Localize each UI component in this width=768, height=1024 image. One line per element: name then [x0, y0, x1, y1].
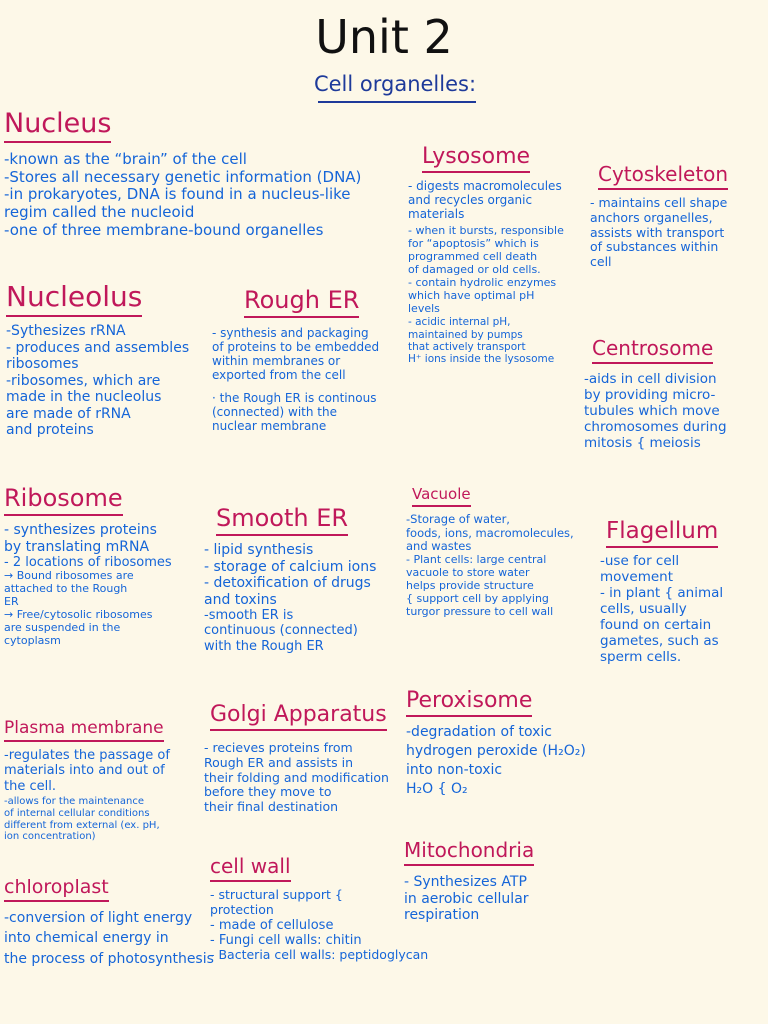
heading-centrosome: Centrosome — [592, 336, 713, 364]
section-lysosome — [408, 144, 598, 366]
note: -in prokaryotes, DNA is found in a nucleus-like regim called the nucleoid — [4, 185, 351, 222]
note: → Bound ribosomes are attached to the Rough ER — [4, 569, 134, 609]
note: - synthesis and packaging of proteins to be embedded within membranes or exported from the cell — [212, 326, 380, 383]
note: -Stores all necessary genetic information (DNA) — [4, 167, 362, 186]
page-subtitle: Cell organelles: — [313, 72, 477, 96]
notes-flagellum — [600, 554, 766, 665]
note: - lipid synthesis — [204, 542, 314, 558]
section-vacuole — [406, 484, 602, 619]
note: - recieves proteins from Rough ER and assists in their folding and modification before they move to their final destination — [204, 740, 389, 814]
notes-smooth-er — [204, 542, 414, 654]
section-ribosome — [4, 484, 209, 648]
section-plasma-membrane — [4, 718, 204, 843]
note: · the Rough ER is continous (connected) with the nuclear membrane — [212, 390, 377, 433]
notes-centrosome — [584, 372, 766, 452]
note: -Storage of water, foods, ions, macromolecules, and wastes — [406, 512, 574, 554]
notes-mitochondria — [404, 874, 604, 924]
note: -known as the “brain” of the cell — [4, 150, 247, 168]
section-flagellum — [600, 518, 766, 665]
heading-peroxisome: Peroxisome — [406, 688, 532, 717]
notes-nucleus — [4, 151, 414, 239]
note: - maintains cell shape anchors organelles, assists with transport of substances within cell — [590, 195, 728, 269]
notes-cytoskeleton — [590, 196, 766, 270]
note: - in plant { animal cells, usually found on certain gametes, such as sperm cells. — [600, 584, 724, 665]
notes-chloroplast — [4, 908, 224, 969]
note: - Fungi cell walls: chitin — [210, 932, 362, 948]
heading-plasma-membrane: Plasma membrane — [4, 718, 164, 742]
section-nucleus — [4, 108, 414, 239]
note: -regulates the passage of materials into and out of the cell. — [4, 748, 170, 794]
heading-chloroplast: chloroplast — [4, 876, 109, 902]
note: - Bacteria cell walls: peptidoglycan — [210, 947, 429, 963]
note: - Plant cells: large central vacuole to store water helps provide structure { support cell by applying turgor pressure to cell wall — [406, 552, 554, 618]
note: -Sythesizes rRNA — [6, 323, 126, 339]
note: - made of cellulose — [210, 917, 334, 933]
section-smooth-er — [204, 504, 414, 654]
note: - detoxification of drugs and toxins — [204, 575, 371, 608]
note: - acidic internal pH, maintained by pumps that actively transport H⁺ ions inside the lysosome — [408, 316, 555, 366]
notes-plasma-membrane — [4, 748, 204, 843]
heading-golgi-apparatus: Golgi Apparatus — [210, 702, 387, 731]
note: - 2 locations of ribosomes — [4, 555, 172, 571]
note: -one of three membrane-bound organelles — [4, 220, 324, 239]
note: -degradation of toxic hydrogen peroxide (H₂O₂) into non-toxic H₂O { O₂ — [406, 724, 586, 797]
notes-peroxisome — [406, 723, 616, 799]
heading-ribosome: Ribosome — [4, 484, 123, 516]
notes-rough-er — [212, 326, 417, 433]
notes-nucleolus — [6, 323, 211, 439]
notes-golgi-apparatus — [204, 741, 416, 815]
note: - digests macromolecules and recycles organic materials — [408, 179, 562, 222]
note: → Free/cytosolic ribosomes are suspended in the cytoplasm — [4, 608, 153, 648]
heading-cytoskeleton: Cytoskeleton — [598, 162, 728, 190]
section-rough-er — [212, 286, 417, 433]
note: - storage of calcium ions — [204, 558, 377, 575]
section-mitochondria — [404, 838, 604, 924]
heading-nucleolus: Nucleolus — [6, 280, 142, 317]
section-peroxisome — [406, 688, 616, 799]
heading-nucleus: Nucleus — [4, 108, 111, 143]
subtitle-underline — [318, 101, 476, 103]
heading-smooth-er: Smooth ER — [216, 504, 348, 536]
notes-ribosome — [4, 522, 209, 648]
heading-rough-er: Rough ER — [244, 286, 359, 318]
section-chloroplast — [4, 876, 224, 969]
note: -ribosomes, which are made in the nucleolus are made of rRNA and proteins — [6, 372, 162, 439]
note: - contain hydrolic enzymes which have optimal pH levels — [408, 276, 557, 316]
section-golgi-apparatus — [204, 702, 416, 815]
heading-lysosome: Lysosome — [422, 144, 530, 173]
note: -smooth ER is continuous (connected) with the Rough ER — [204, 608, 358, 654]
notes-vacuole — [406, 513, 602, 619]
heading-vacuole: Vacuole — [412, 485, 471, 507]
heading-cell-wall: cell wall — [210, 854, 291, 882]
note: - Synthesizes ATP in aerobic cellular respiration — [404, 874, 529, 924]
note: - synthesizes proteins by translating mRNA — [4, 522, 157, 555]
notes-lysosome — [408, 179, 598, 366]
note: - produces and assembles ribosomes — [6, 339, 190, 373]
note: -use for cell movement — [600, 553, 680, 585]
note: -aids in cell division by providing micro- tubules which move chromosomes during mitosis { meiosis — [584, 371, 727, 451]
page-title: Unit 2 — [315, 10, 453, 64]
heading-mitochondria: Mitochondria — [404, 838, 534, 866]
heading-flagellum: Flagellum — [606, 518, 718, 548]
note: -conversion of light energy into chemical energy in the process of photosynthesis — [4, 910, 214, 967]
section-nucleolus — [6, 280, 211, 439]
note: -allows for the maintenance of internal cellular conditions different from external (ex. pH, ion concentration) — [4, 795, 160, 843]
section-centrosome — [584, 336, 766, 452]
note: - structural support { protection — [210, 887, 343, 917]
section-cytoskeleton — [590, 162, 766, 270]
note: - when it bursts, responsible for “apoptosis” which is programmed cell death of damaged or old cells. — [408, 224, 564, 277]
